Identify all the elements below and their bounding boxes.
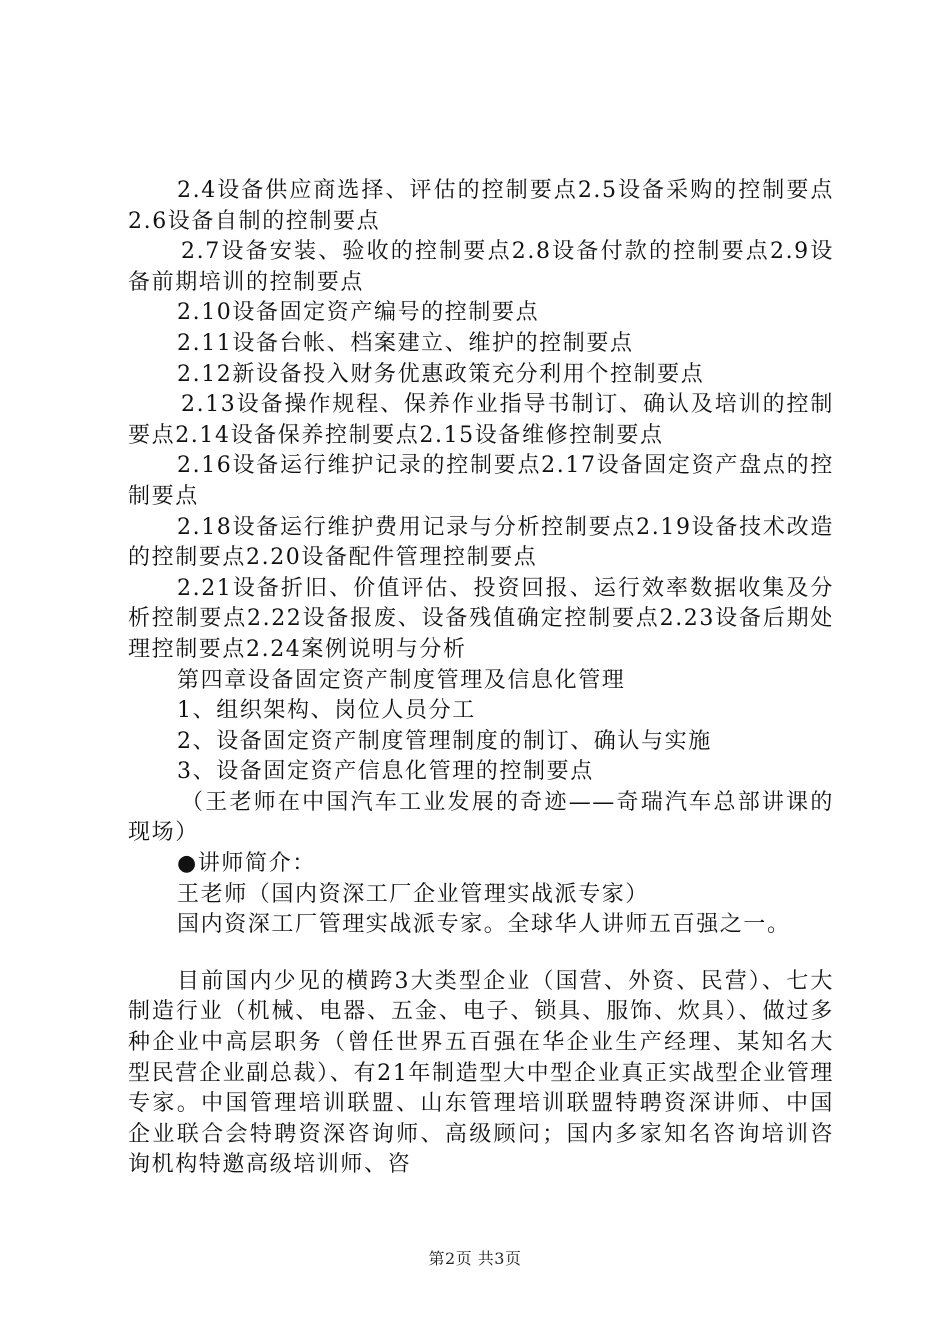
paragraph-2-13-to-2-15: 2.13设备操作规程、保养作业指导书制订、确认及培训的控制要点2.14设备保养控制要点2.15设备维修控制要点	[128, 392, 834, 448]
item-2-system-management: 2、设备固定资产制度管理制度的制订、确认与实施	[177, 728, 712, 754]
item-1-organization: 1、组织架构、岗位人员分工	[177, 698, 476, 724]
paragraph-2-11: 2.11设备台帐、档案建立、维护的控制要点	[177, 330, 634, 356]
chapter-four-heading: 第四章设备固定资产制度管理及信息化管理	[177, 667, 626, 693]
lecturer-summary: 国内资深工厂管理实战派专家。全球华人讲师五百强之一。	[177, 912, 791, 938]
paragraph-2-4-to-2-6: 2.4设备供应商选择、评估的控制要点2.5设备采购的控制要点2.6设备自制的控制要点	[128, 178, 834, 234]
paragraph-2-10: 2.10设备固定资产编号的控制要点	[177, 300, 540, 326]
paragraph-2-18-to-2-20: 2.18设备运行维护费用记录与分析控制要点2.19设备技术改造的控制要点2.20设备配件管理控制要点	[128, 514, 834, 571]
document-body	[128, 176, 834, 1181]
paragraph-2-16-to-2-17: 2.16设备运行维护记录的控制要点2.17设备固定资产盘点的控制要点	[128, 453, 834, 509]
paragraph-2-7-to-2-9: 2.7设备安装、验收的控制要点2.8设备付款的控制要点2.9设备前期培训的控制要点	[128, 239, 834, 295]
paragraph-2-21-to-2-24: 2.21设备折旧、价值评估、投资回报、运行效率数据收集及分析控制要点2.22设备报废、设备残值确定控制要点2.23设备后期处理控制要点2.24案例说明与分析	[128, 575, 834, 662]
lecturer-intro-heading: ●讲师简介：	[177, 851, 316, 877]
paragraph-2-12: 2.12新设备投入财务优惠政策充分利用个控制要点	[177, 361, 705, 387]
page-number-footer: 第2页 共3页	[428, 1249, 522, 1268]
photo-caption: （王老师在中国汽车工业发展的奇迹——奇瑞汽车总部讲课的现场）	[128, 789, 834, 846]
lecturer-name-line: 王老师（国内资深工厂企业管理实战派专家）	[177, 881, 650, 907]
lecturer-bio: 目前国内少见的横跨3大类型企业（国营、外资、民营）、七大制造行业（机械、电器、五金、电子、锁具、服饰、炊具）、做过多种企业中高层职务（曾任世界五百强在华企业生产经理、某知名大型民营企业副总裁）、有21年制造型大中型企业真正实战型企业管理专家。中国管理培训联盟、山东管理培训联盟特聘资深讲师、中国企业联合会特聘资深咨询师、高级顾问；国内多家知名咨询培训咨询机构特邀高级培训师、咨	[128, 968, 834, 1178]
item-3-informatization: 3、设备固定资产信息化管理的控制要点	[177, 759, 594, 785]
